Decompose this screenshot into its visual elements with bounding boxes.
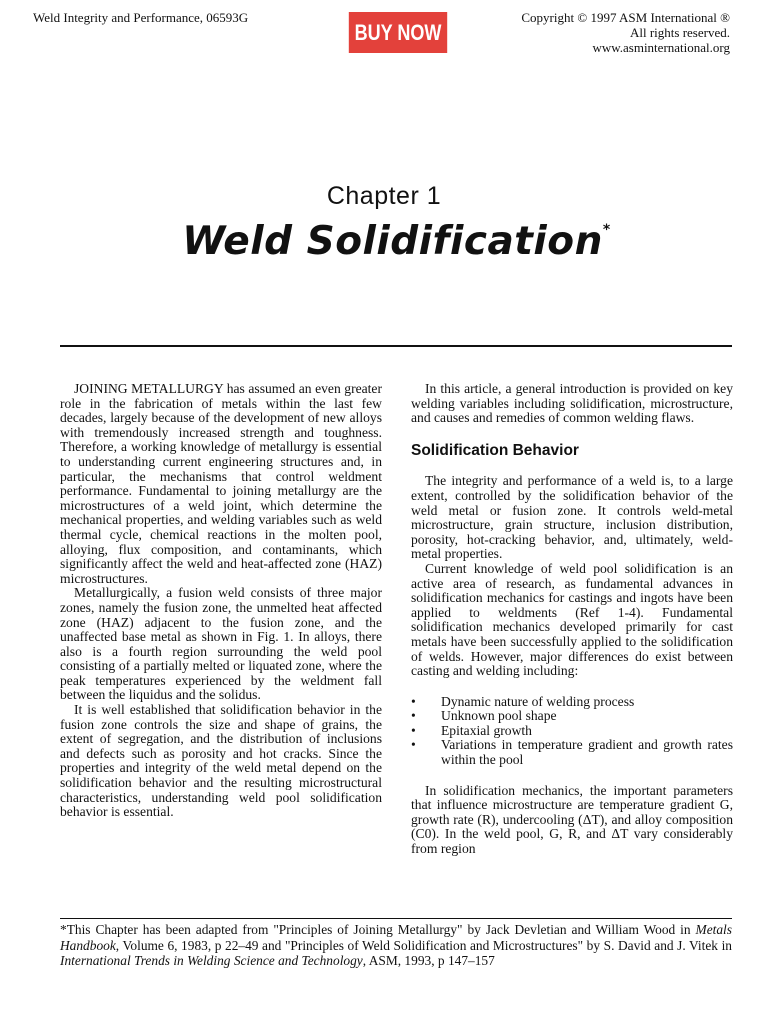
chapter-title	[0, 219, 768, 264]
footnote	[60, 922, 732, 969]
footnote-source-title: International Trends in Welding Science and Technology	[60, 953, 363, 968]
right-column	[411, 382, 733, 857]
chapter-number: Chapter 1	[326, 182, 442, 210]
bullet-icon: •	[411, 722, 416, 738]
list-item	[411, 709, 733, 724]
footnote-text: , Volume 6, 1983, p 22–49 and "Principles of Weld Solidification and Microstructures" by S. David and J. Vitek in	[115, 937, 732, 953]
bullet-icon: •	[411, 693, 416, 709]
footnote-text: , ASM, 1993, p 147–157	[362, 953, 495, 968]
chapter-title-text: Weld Solidification	[182, 219, 603, 264]
footnote-source-title: Metals Handbook	[60, 922, 732, 953]
left-column	[60, 382, 382, 820]
section-heading: Solidification Behavior	[411, 441, 579, 459]
title-rule	[60, 345, 732, 347]
copyright-block	[521, 10, 730, 55]
document-code: Weld Integrity and Performance, 06593G	[33, 10, 249, 25]
paragraph: Current knowledge of weld pool solidification is an active area of research, as fundamental advances in solidification mechanics for castings and ingots have been applied to weldments (Ref 1-4). Fundamental solidification mechanics developed primarily for cast metals have been successfully applied to the solidification of welds. However, major differences do exist between casting and welding including:	[411, 560, 733, 679]
paragraph: The integrity and performance of a weld is, to a large extent, controlled by the solidification behavior of the weld metal or fusion zone. It controls weld-metal microstructure, grain structure, inclusion distribution, porosity, hot-cracking behavior, and, ultimately, weld-metal properties.	[411, 473, 733, 562]
list-item	[411, 738, 733, 767]
list-item	[411, 724, 733, 739]
bullet-icon: •	[411, 708, 416, 724]
bullet-list	[411, 695, 733, 768]
footnote-rule	[60, 918, 732, 919]
paragraph: In solidification mechanics, the important parameters that influence microstructure are temperature gradient G, growth rate (R), undercooling (ΔT), and alloy composition (C0). In the weld pool, G, R, and ΔT vary considerably from region	[411, 782, 733, 857]
footnote-text: *This Chapter has been adapted from "Principles of Joining Metallurgy" by Jack Devletian and William Wood in	[60, 922, 696, 937]
rights-line: All rights reserved.	[629, 25, 730, 40]
website-link[interactable]: www.asminternational.org	[592, 40, 730, 55]
buy-now-button[interactable]: BUY NOW	[349, 12, 447, 53]
paragraph: JOINING METALLURGY has assumed an even greater role in the fabrication of metals within the last few decades, largely because of the development of new alloys with tremendously increased strength and toughness. Therefore, a working knowledge of metallurgy is essential to understanding current engineering structures and, in particular, the mechanisms that control weldment performance. Fundamental to joining metallurgy are the microstructures of a weld joint, which determine the mechanical properties, and welding variables such as weld thermal cycle, chemical reactions in the molten pool, alloying, flux composition, and contaminants, which significantly affect the weld and heat-affected zone (HAZ) microstructures.	[60, 381, 382, 586]
list-item-text: Unknown pool shape	[441, 708, 557, 724]
chapter-title-footnote-mark: *	[602, 222, 611, 238]
list-item-text: Dynamic nature of welding process	[441, 693, 635, 709]
paragraph: In this article, a general introduction is provided on key welding variables including solidification, microstructure, and causes and remedies of common welding flaws.	[411, 381, 733, 426]
paragraph: Metallurgically, a fusion weld consists of three major zones, namely the fusion zone, the unmelted heat affected zone (HAZ) adjacent to the fusion zone, and the unaffected base metal as shown in Fig. 1. In alloys, there also is a fourth region surrounding the weld pool consisting of a partially melted or liquated zone, where the peak temperatures experienced by the weldment fall between the liquidus and the solidus.	[60, 585, 382, 703]
copyright-line: Copyright © 1997 ASM International ®	[521, 10, 730, 25]
list-item-text: Variations in temperature gradient and growth rates within the pool	[441, 737, 733, 768]
paragraph: It is well established that solidification behavior in the fusion zone controls the size and shape of grains, the extent of segregation, and the distribution of inclusions and defects such as porosity and hot cracks. Since the properties and integrity of the weld metal depend on the solidification behavior and the resulting microstructural characteristics, understanding weld pool solidification behavior is essential.	[60, 702, 382, 820]
bullet-icon: •	[411, 737, 416, 753]
list-item	[411, 695, 733, 710]
list-item-text: Epitaxial growth	[441, 722, 532, 738]
